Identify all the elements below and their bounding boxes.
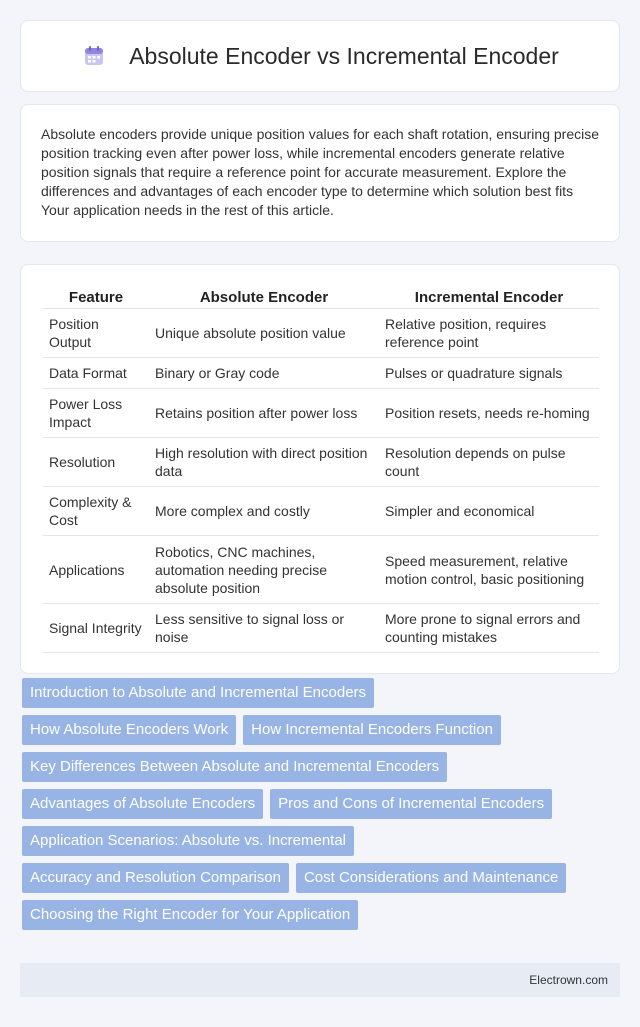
- cell-absolute: More complex and costly: [149, 487, 379, 536]
- comparison-card: [20, 264, 620, 674]
- cell-feature: Applications: [43, 536, 149, 604]
- tag-row: [22, 715, 612, 745]
- cell-incremental: Relative position, requires reference point: [379, 309, 599, 358]
- table-row: [43, 487, 599, 536]
- tag-link[interactable]: Accuracy and Resolution Comparison: [22, 863, 289, 893]
- tag-row: [22, 789, 612, 819]
- calendar-icon: [81, 43, 107, 69]
- cell-feature: Data Format: [43, 358, 149, 389]
- tag-link[interactable]: Key Differences Between Absolute and Incremental Encoders: [22, 752, 447, 782]
- table-row: [43, 438, 599, 487]
- cell-incremental: Position resets, needs re-homing: [379, 389, 599, 438]
- cell-feature: Resolution: [43, 438, 149, 487]
- tag-row: [22, 863, 612, 893]
- tag-row: [22, 752, 612, 782]
- cell-absolute: Robotics, CNC machines, automation needing precise absolute position: [149, 536, 379, 604]
- table-row: [43, 358, 599, 389]
- cell-incremental: Simpler and economical: [379, 487, 599, 536]
- table-row: [43, 389, 599, 438]
- cell-absolute: High resolution with direct position data: [149, 438, 379, 487]
- cell-feature: Signal Integrity: [43, 604, 149, 653]
- cell-feature: Complexity & Cost: [43, 487, 149, 536]
- tag-link[interactable]: Application Scenarios: Absolute vs. Incremental: [22, 826, 354, 856]
- cell-absolute: Retains position after power loss: [149, 389, 379, 438]
- tag-link[interactable]: Introduction to Absolute and Incremental Encoders: [22, 678, 374, 708]
- intro-text: Absolute encoders provide unique position values for each shaft rotation, ensuring precise position tracking even after power loss, while incremental encoders generate relative position signals that require a reference point for accurate measurement. Explore the differences and advantages of each encoder type to determine which solution best fits Your application needs in the rest of this article.: [41, 126, 600, 218]
- table-row: [43, 604, 599, 653]
- tag-link[interactable]: Advantages of Absolute Encoders: [22, 789, 263, 819]
- table-row: [43, 309, 599, 358]
- tag-row: [22, 678, 612, 708]
- page-content: [20, 20, 620, 674]
- topic-tags: [22, 678, 612, 937]
- tag-row: [22, 900, 612, 930]
- cell-incremental: Resolution depends on pulse count: [379, 438, 599, 487]
- cell-incremental: More prone to signal errors and counting mistakes: [379, 604, 599, 653]
- tag-link[interactable]: Cost Considerations and Maintenance: [296, 863, 566, 893]
- cell-incremental: Speed measurement, relative motion control, basic positioning: [379, 536, 599, 604]
- intro-card: [20, 104, 620, 242]
- header-feature: Feature: [43, 287, 149, 309]
- table-header-row: [43, 287, 599, 309]
- tag-link[interactable]: How Absolute Encoders Work: [22, 715, 236, 745]
- comparison-table: [43, 287, 599, 653]
- cell-feature: Power Loss Impact: [43, 389, 149, 438]
- page-title: Absolute Encoder vs Incremental Encoder: [129, 42, 559, 69]
- footer-site[interactable]: Electrown.com: [529, 973, 608, 987]
- cell-incremental: Pulses or quadrature signals: [379, 358, 599, 389]
- tag-link[interactable]: Pros and Cons of Incremental Encoders: [270, 789, 552, 819]
- cell-absolute: Binary or Gray code: [149, 358, 379, 389]
- cell-feature: Position Output: [43, 309, 149, 358]
- table-row: [43, 536, 599, 604]
- tag-row: [22, 826, 612, 856]
- page-footer: [20, 963, 620, 997]
- page-header: [20, 20, 620, 92]
- tag-link[interactable]: How Incremental Encoders Function: [243, 715, 501, 745]
- header-incremental: Incremental Encoder: [379, 287, 599, 309]
- cell-absolute: Less sensitive to signal loss or noise: [149, 604, 379, 653]
- cell-absolute: Unique absolute position value: [149, 309, 379, 358]
- header-absolute: Absolute Encoder: [149, 287, 379, 309]
- tag-link[interactable]: Choosing the Right Encoder for Your Application: [22, 900, 358, 930]
